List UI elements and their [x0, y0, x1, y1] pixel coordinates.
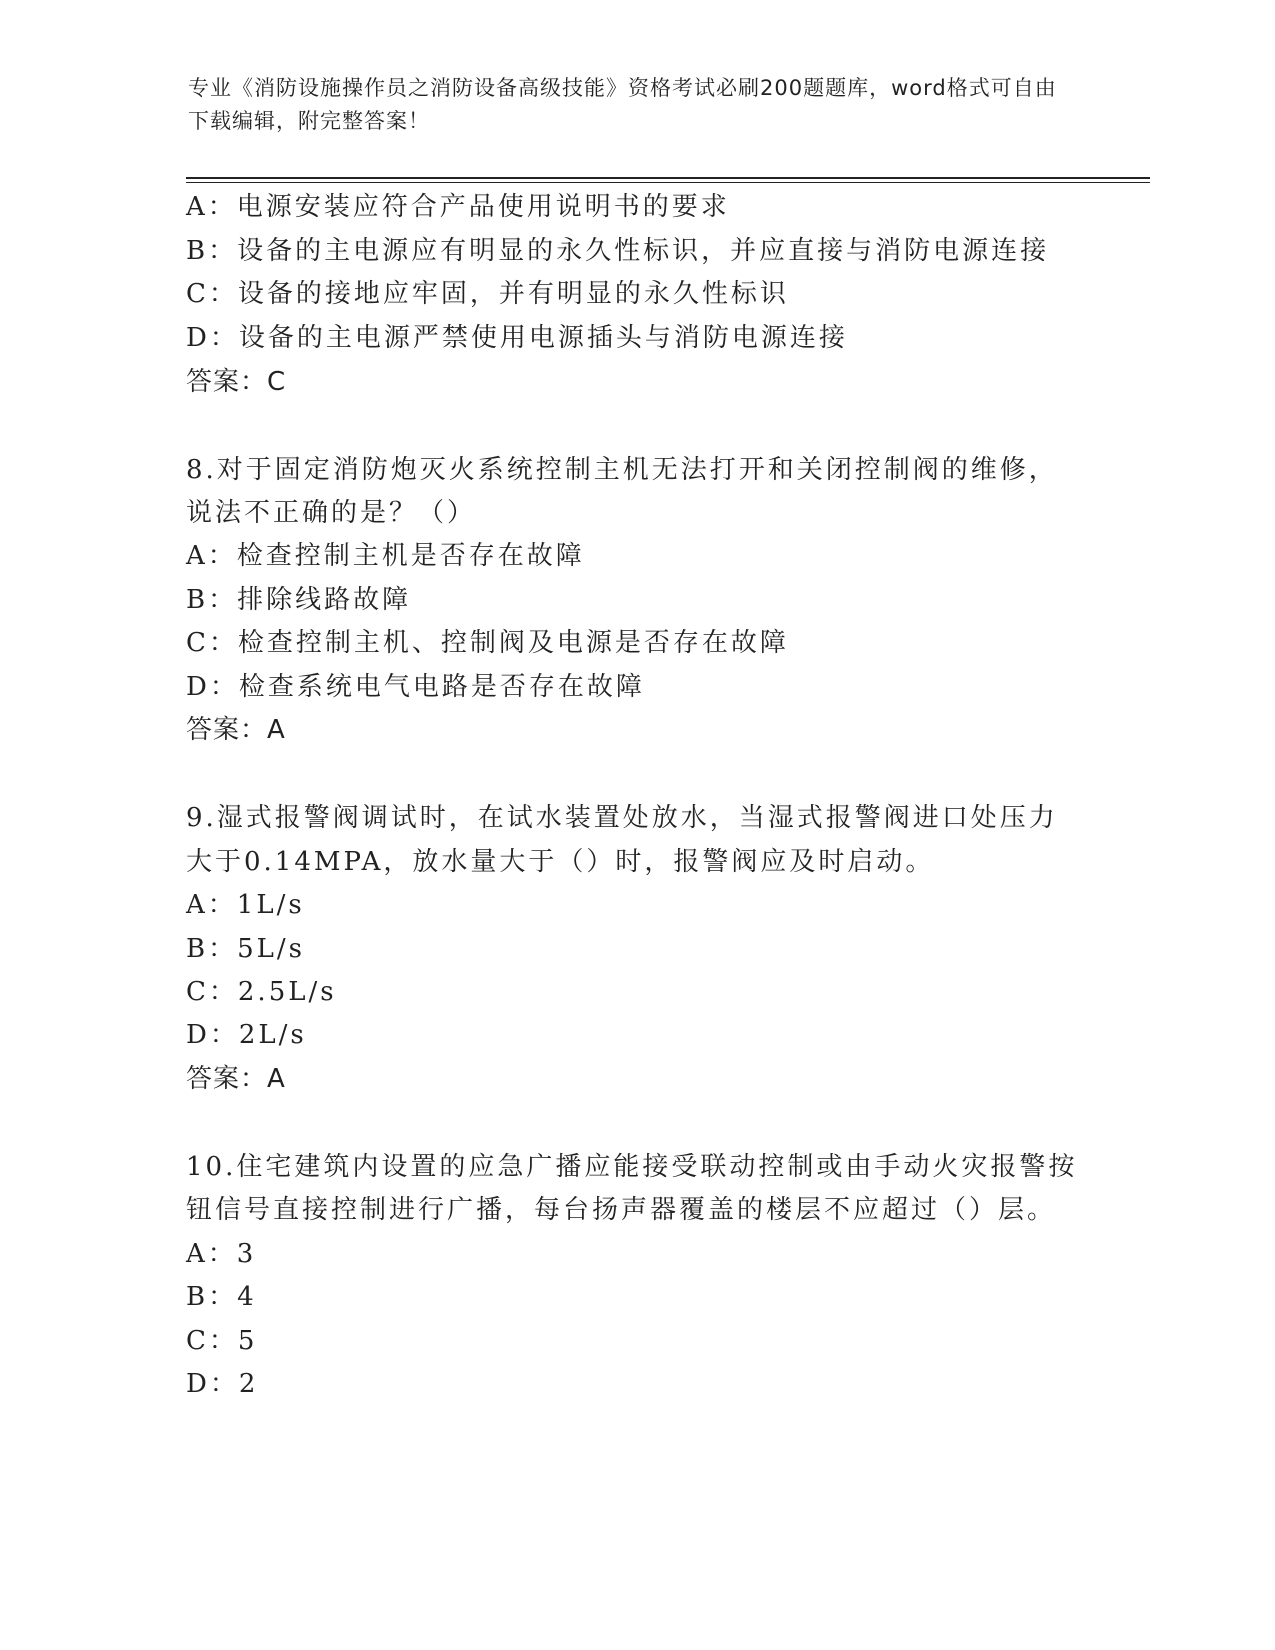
q10-option-b: B：4 [186, 1282, 257, 1312]
q7-option-d: D：设备的主电源严禁使用电源插头与消防电源连接 [186, 323, 848, 353]
q10-stem-line2: 钮信号直接控制进行广播，每台扬声器覆盖的楼层不应超过（）层。 [186, 1195, 1057, 1225]
q10-option-d: D：2 [186, 1369, 259, 1399]
q7-option-b: B：设备的主电源应有明显的永久性标识，并应直接与消防电源连接 [186, 236, 1050, 266]
q7-option-a: A：电源安装应符合产品使用说明书的要求 [186, 192, 730, 222]
q10-option-a: A：3 [186, 1239, 257, 1269]
q8-stem-line1: 8.对于固定消防炮灭火系统控制主机无法打开和关闭控制阀的维修， [186, 455, 1058, 485]
q8-option-b: B：排除线路故障 [186, 585, 412, 615]
q9-option-b: B：5L/s [186, 934, 306, 964]
q7-option-c: C：设备的接地应牢固，并有明显的永久性标识 [186, 279, 789, 309]
q9-option-c: C：2.5L/s [186, 977, 337, 1007]
q9-option-d: D：2L/s [186, 1020, 307, 1050]
q8-option-d: D：检查系统电气电路是否存在故障 [186, 672, 645, 702]
document-header: 专业《消防设施操作员之消防设备高级技能》资格考试必刷200题题库，word格式可自由下载编辑，附完整答案！ [188, 76, 1057, 133]
header-divider-thick [186, 177, 1150, 179]
q8-option-c: C：检查控制主机、控制阀及电源是否存在故障 [186, 628, 789, 658]
q8-option-a: A：检查控制主机是否存在故障 [186, 541, 585, 571]
q9-stem-line2: 大于0.14MPA，放水量大于（）时，报警阀应及时启动。 [186, 847, 935, 877]
q9-stem-line1: 9.湿式报警阀调试时，在试水装置处放水，当湿式报警阀进口处压力 [186, 803, 1058, 833]
q8-answer: 答案：A [186, 715, 286, 745]
q10-stem-line1: 10.住宅建筑内设置的应急广播应能接受联动控制或由手动火灾报警按 [186, 1152, 1078, 1182]
q7-answer: 答案：C [186, 367, 287, 397]
q8-stem-line2: 说法不正确的是？（） [186, 498, 477, 528]
q9-option-a: A：1L/s [186, 890, 305, 920]
q9-answer: 答案：A [186, 1064, 286, 1094]
q10-option-c: C：5 [186, 1326, 258, 1356]
header-divider-thin [186, 182, 1150, 183]
